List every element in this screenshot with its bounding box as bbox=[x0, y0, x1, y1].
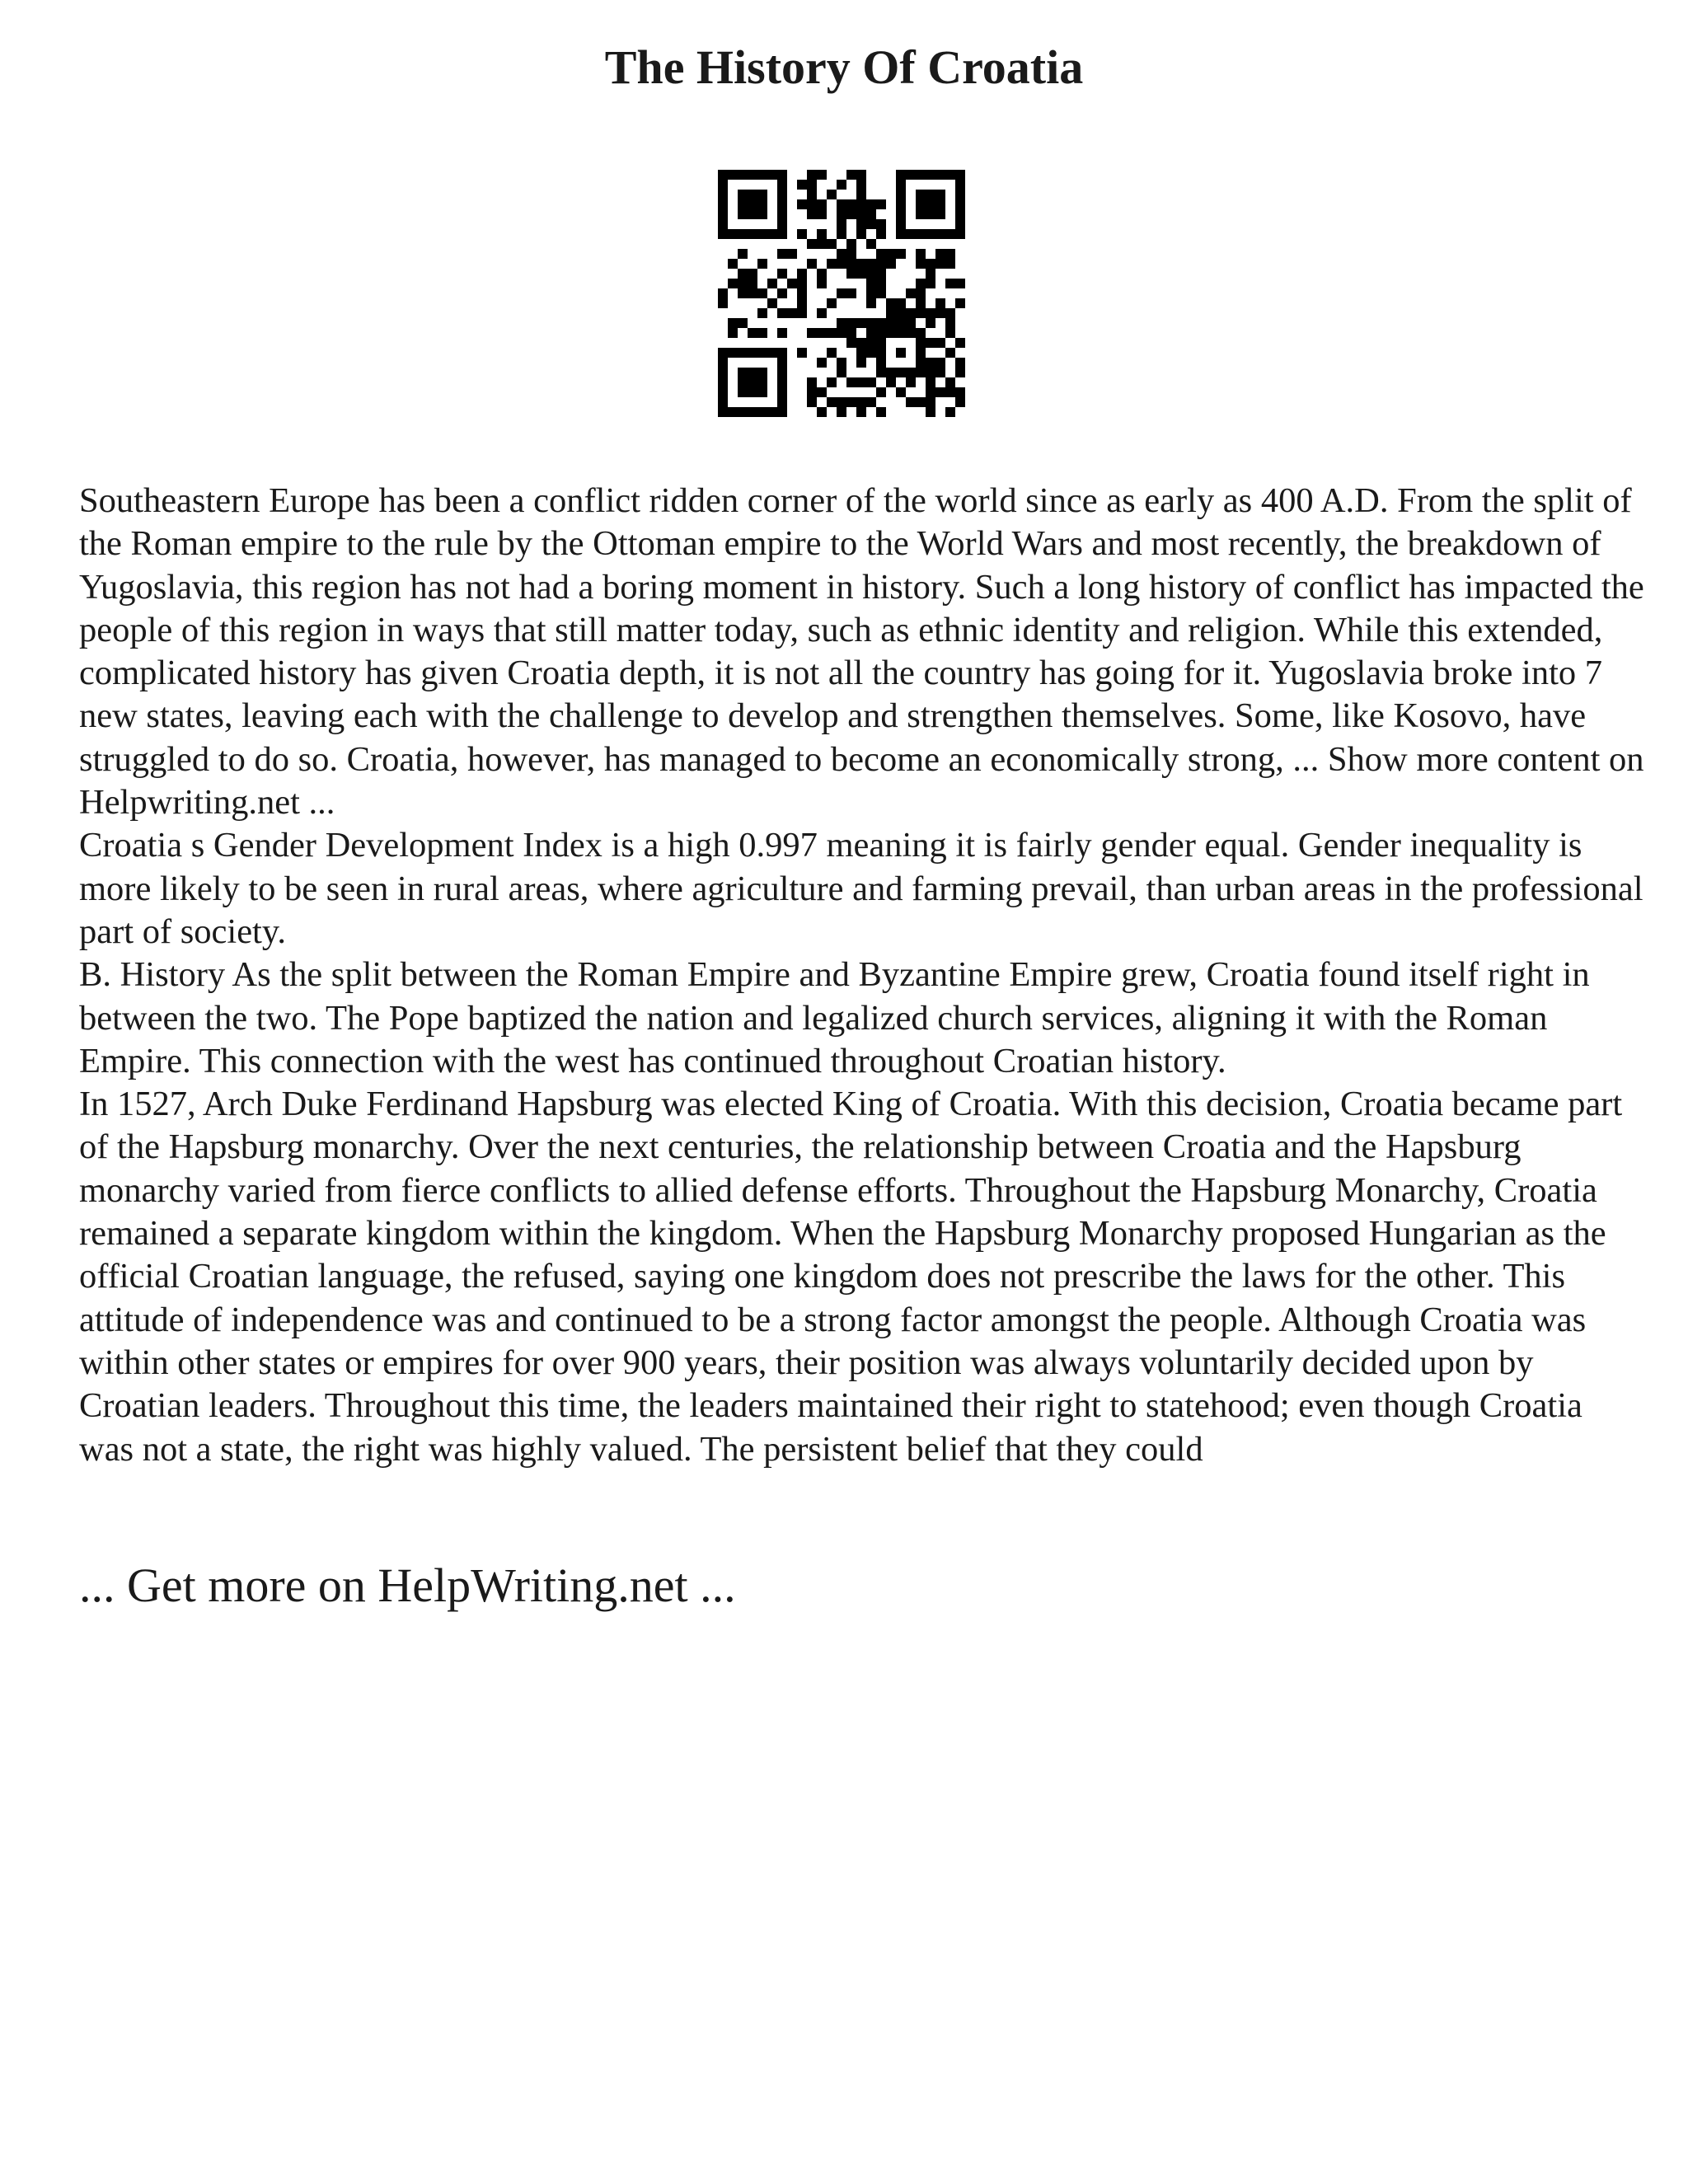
page-title: The History Of Croatia bbox=[604, 40, 1084, 94]
qr-code-image bbox=[718, 170, 965, 417]
paragraph: B. History As the split between the Roman Empire and Byzantine Empire grew, Croatia found itself right in between the two. The Pope baptized the nation and legalized church services, aligning it with the Roman Empire. This connection with the west has continued throughout Croatian history. bbox=[79, 955, 1590, 1080]
paragraph: Southeastern Europe has been a conflict ridden corner of the world since as early as 400 A.D. From the split of the Roman empire to the rule by the Ottoman empire to the World Wars and most recently, the breakdown of Yugoslavia, this region has not had a boring moment in history. Such a long history of conflict has impacted the people of this region in ways that still matter today, such as ethnic identity and religion. While this extended, complicated history has given Croatia depth, it is not all the country has going for it. Yugoslavia broke into 7 new states, leaving each with the challenge to develop and strengthen themselves. Some, like Kosovo, have struggled to do so. Croatia, however, has managed to become an economically strong, ... Show more content on Helpwriting.net ... bbox=[79, 481, 1644, 823]
article-body bbox=[79, 480, 1645, 1471]
paragraph: In 1527, Arch Duke Ferdinand Hapsburg was elected King of Croatia. With this decision, Croatia became part of the Hapsburg monarchy. Over the next centuries, the relationship between Croatia and the Hapsburg monarchy varied from fierce conflicts to allied defense efforts. Throughout the Hapsburg Monarchy, Croatia remained a separate kingdom within the kingdom. When the Hapsburg Monarchy proposed Hungarian as the official Croatian language, the refused, saying one kingdom does not prescribe the laws for the other. This attitude of independence was and continued to be a strong factor amongst the people. Although Croatia was within other states or empires for over 900 years, their position was always voluntarily decided upon by Croatian leaders. Throughout this time, the leaders maintained their right to statehood; even though Croatia was not a state, the right was highly valued. The persistent belief that they could bbox=[79, 1085, 1623, 1469]
get-more-link[interactable]: ... Get more on HelpWriting.net ... bbox=[79, 1558, 736, 1612]
paragraph: Croatia s Gender Development Index is a high 0.997 meaning it is fairly gender equal. Gender inequality is more likely to be seen in rural areas, where agriculture and farming prevail, than urban areas in the professional part of society. bbox=[79, 826, 1643, 951]
